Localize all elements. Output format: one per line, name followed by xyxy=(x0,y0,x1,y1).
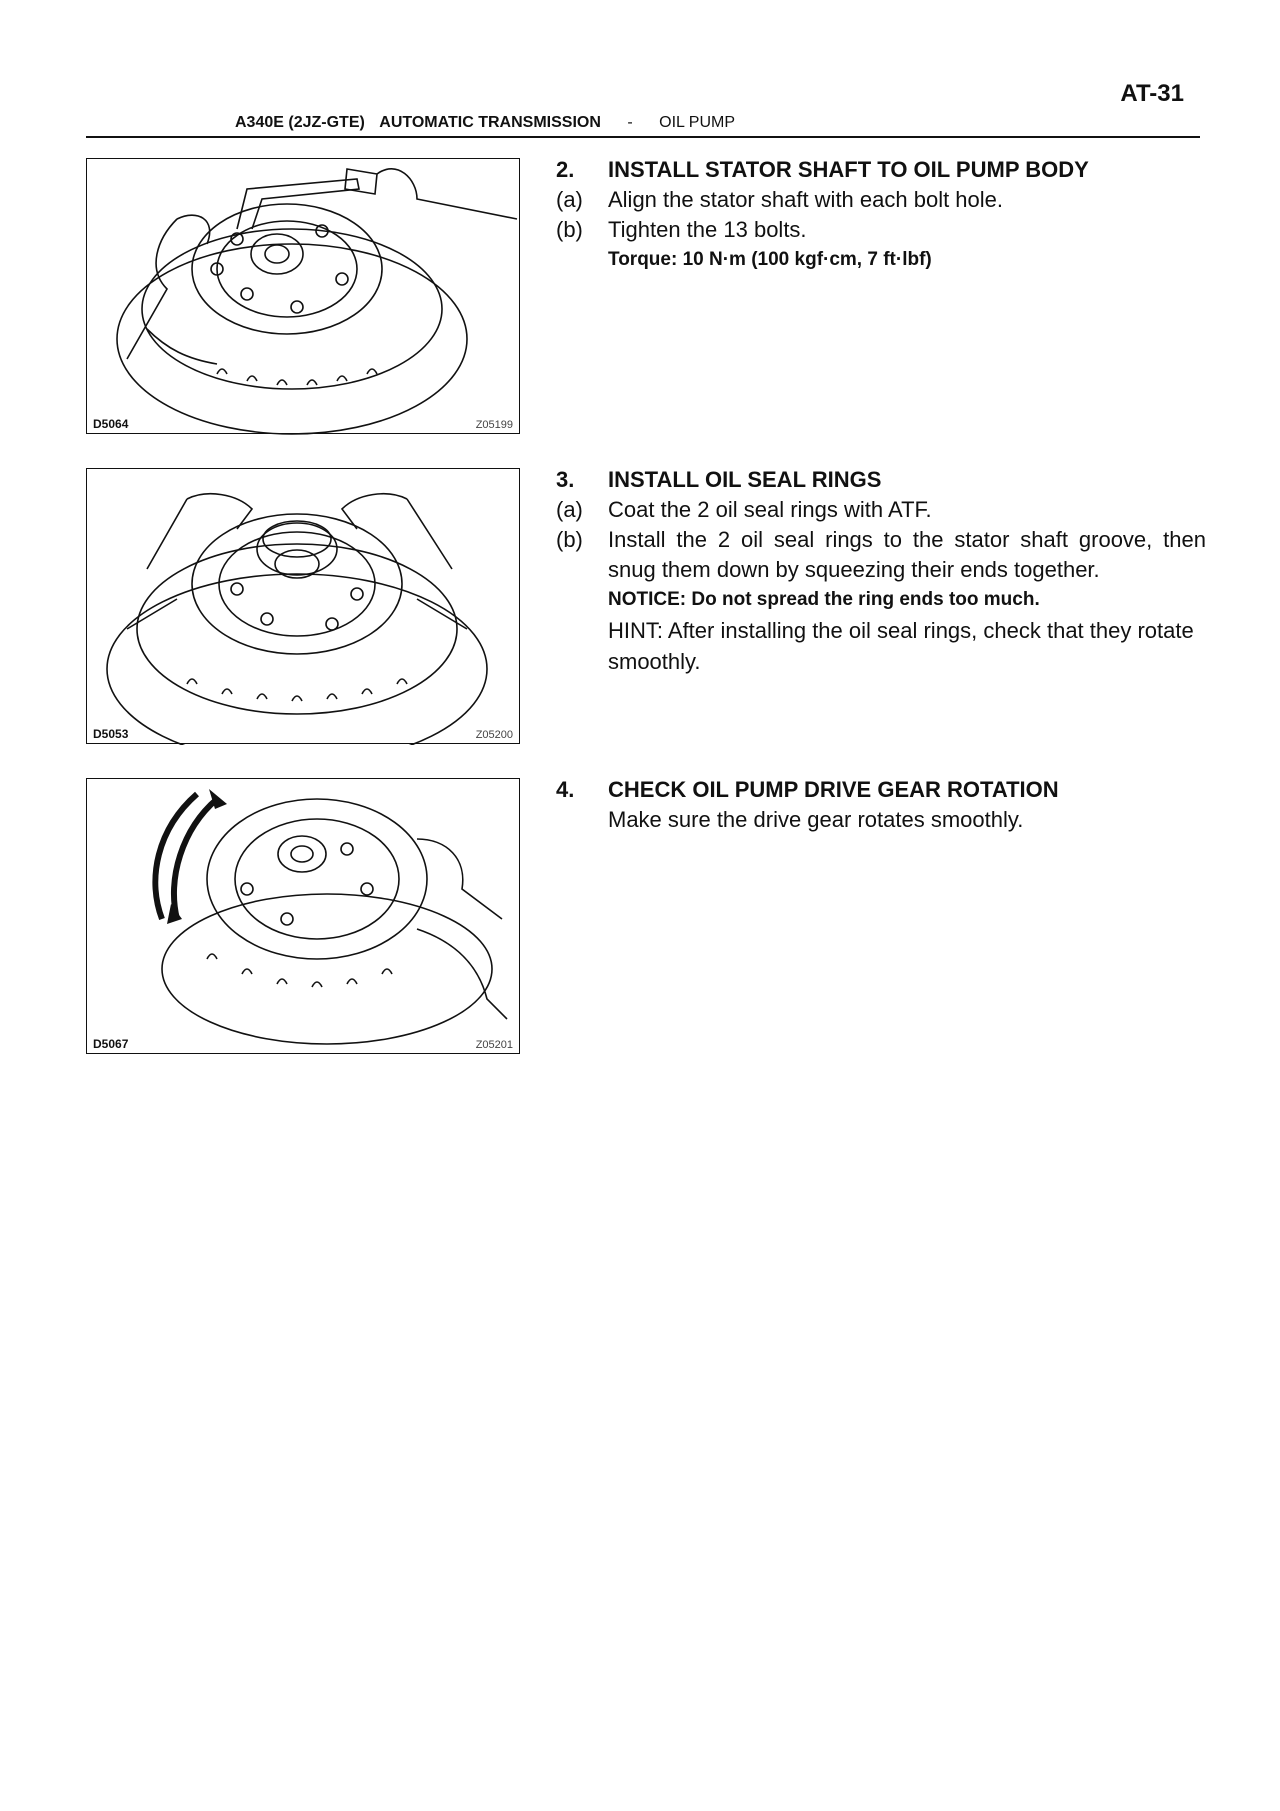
header-subsection: OIL PUMP xyxy=(659,114,735,131)
header-model: A340E (2JZ-GTE) xyxy=(235,114,365,131)
step-3 xyxy=(556,465,1206,677)
step-number: 3. xyxy=(556,467,575,492)
substep-text: Align the stator shaft with each bolt hole. xyxy=(608,187,1004,212)
substep-text: Coat the 2 oil seal rings with ATF. xyxy=(608,497,932,522)
illustration-stator-shaft-tightening xyxy=(87,159,521,435)
substep xyxy=(556,185,1206,215)
step-2 xyxy=(556,155,1206,275)
substep-text: Tighten the 13 bolts. xyxy=(608,217,807,242)
substep xyxy=(556,525,1206,585)
figure-ref: Z05200 xyxy=(475,729,513,741)
header-section: AUTOMATIC TRANSMISSION xyxy=(379,114,601,131)
figure-1 xyxy=(86,158,520,434)
figure-code: D5067 xyxy=(93,1037,129,1051)
substep-label: (a) xyxy=(556,497,583,522)
figure-ref: Z05199 xyxy=(475,419,513,431)
figure-2 xyxy=(86,468,520,744)
hint: HINT: After installing the oil seal rings, check that they rotate smoothly. xyxy=(608,618,1194,674)
header-rule xyxy=(86,136,1200,138)
step-title xyxy=(556,155,1206,185)
illustration-oil-seal-rings xyxy=(87,469,521,745)
running-header xyxy=(235,114,735,132)
step-heading: INSTALL OIL SEAL RINGS xyxy=(608,467,882,492)
step-heading: CHECK OIL PUMP DRIVE GEAR ROTATION xyxy=(608,777,1059,802)
page-number: AT-31 xyxy=(1120,80,1184,107)
figure-code: D5064 xyxy=(93,417,129,431)
substep-label: (b) xyxy=(556,217,583,242)
substep xyxy=(556,495,1206,525)
illustration-drive-gear-rotation xyxy=(87,779,521,1055)
step-title xyxy=(556,465,1206,495)
step-text: Make sure the drive gear rotates smoothly. xyxy=(608,807,1024,832)
notice: NOTICE: Do not spread the ring ends too much. xyxy=(608,589,1040,610)
substep-label: (b) xyxy=(556,527,583,552)
step-title xyxy=(556,775,1206,805)
step-number: 4. xyxy=(556,777,575,802)
step-heading: INSTALL STATOR SHAFT TO OIL PUMP BODY xyxy=(608,157,1089,182)
substep-text: Install the 2 oil seal rings to the stator shaft groove, then snug them down by squeezing their ends together. xyxy=(608,527,1206,582)
torque-spec: Torque: 10 N·m (100 kgf·cm, 7 ft·lbf) xyxy=(608,249,932,270)
step-4 xyxy=(556,775,1206,835)
header-separator: - xyxy=(627,114,633,131)
figure-3 xyxy=(86,778,520,1054)
substep-label: (a) xyxy=(556,187,583,212)
step-number: 2. xyxy=(556,157,575,182)
substep xyxy=(556,215,1206,245)
figure-ref: Z05201 xyxy=(475,1039,513,1051)
figure-code: D5053 xyxy=(93,727,129,741)
